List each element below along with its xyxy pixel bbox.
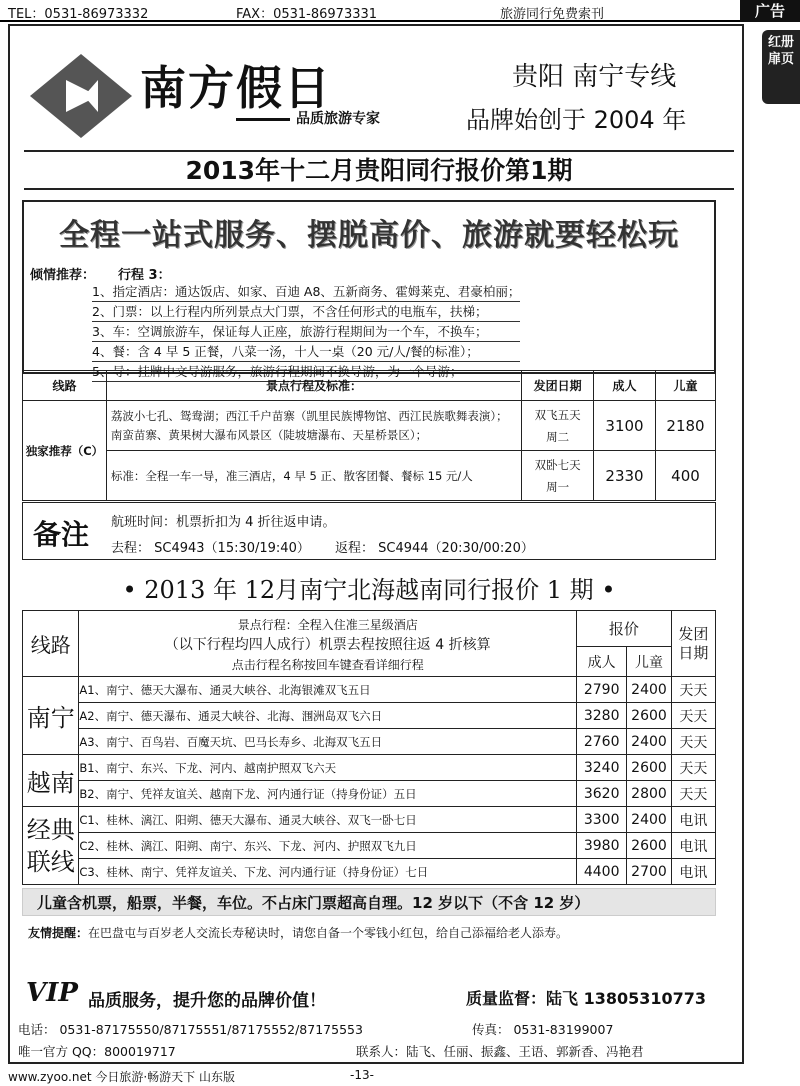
table-row [23,401,716,451]
depart-cell [522,451,594,501]
col-depart: 发团日期 [522,371,594,401]
table-row [23,807,716,833]
table-row [23,729,716,755]
guiyang-title: 2013年十二月贵阳同行报价第1期 [24,150,734,190]
contact-phone: 电话： 0531-87175550/87175551/87175552/87175553 [18,1022,363,1037]
flight-outbound: 去程： SC4943（15:30/19:40） [111,541,310,556]
child-price: 2400 [627,729,671,755]
side-tab-label: 红册扉页 [768,35,795,67]
table-row [23,833,716,859]
col-price: 报价 [576,611,671,647]
col-adult: 成人 [576,647,626,677]
vip-slogan: 品质服务，提升您的品牌价值！ [88,991,326,1011]
child-price: 2600 [627,833,671,859]
route-name[interactable]: A3、南宁、百鸟岩、百魔天坑、巴马长寿乡、北海双飞五日 [79,729,577,755]
plan-note: 5、导：挂牌中文导游服务，旅游行程期间不换导游，为一个导游； [92,362,520,382]
vip-logo: VIP [26,978,78,1008]
header-index: 旅游同行免费索刊 [500,7,605,22]
remark-label: 备注 [33,518,90,551]
depart: 电讯 [671,807,715,833]
col-adult: 成人 [594,371,656,401]
table-row [23,755,716,781]
table-row [23,859,716,885]
top-bar [0,0,800,22]
depart-weekday: 周二 [546,429,570,444]
plan-note: 2、门票：以上行程内所列景点大门票，不含任何形式的电瓶车，扶梯； [92,302,520,322]
table-header-row [23,611,716,647]
site-link[interactable]: www.zyoo.net 今日旅游·畅游天下 山东版 [8,1070,235,1084]
route-name[interactable]: B1、南宁、东兴、下龙、河内、越南护照双飞六天 [79,755,577,781]
info-line: 点击行程名称按回车键查看详细行程 [231,657,424,672]
table-row [23,677,716,703]
adult-price: 3100 [594,401,656,451]
header-tel: TEL：0531-86973332 [8,7,149,22]
col-route: 线路 [23,371,107,401]
table-row [23,781,716,807]
flight-return: 返程： SC4944（20:30/00:20） [335,541,534,556]
col-depart: 发团日期 [671,611,715,677]
route-name[interactable]: C3、桂林、南宁、凭祥友谊关、下龙、河内通行证（持身份证）七日 [79,859,577,885]
plan-label: 行程 3： [118,268,171,283]
info-line: 景点行程：全程入住准三星级酒店 [237,617,418,632]
nanning-title: • 2013 年 12月南宁北海越南同行报价 1 期 • [122,576,616,604]
region-vietnam: 越南 [23,755,79,807]
col-route: 线路 [23,611,79,677]
region-nanning: 南宁 [23,677,79,755]
route-desc[interactable]: 荔波小七孔、鸳鸯湖；西江千户苗寨（凯里民族博物馆、西江民族歌舞表演）；南蛮苗寨、黄果树大瀑布风景区（陡坡塘瀑布、天星桥景区）； [106,401,521,451]
route-name[interactable]: C1、桂林、漓江、阳朔、德天大瀑布、通灵大峡谷、双飞一卧七日 [79,807,577,833]
recommend-label: 倾情推荐： [30,268,96,283]
table-header-row [23,371,716,401]
adult-price: 4400 [576,859,626,885]
promo-headline: 全程一站式服务、摆脱高价、旅游就要轻松玩 [59,218,679,253]
contact-persons: 联系人：陆飞、任丽、振鑫、王语、郭新香、冯艳君 [356,1044,644,1059]
route-name: 独家推荐（C） [23,401,107,501]
child-price: 2700 [627,859,671,885]
table-row [23,451,716,501]
header-fax: FAX：0531-86973331 [236,7,378,22]
depart-days: 双卧七天 [534,457,581,472]
col-spots: 景点行程及标准： [106,371,521,401]
col-child: 儿童 [656,371,716,401]
depart: 天天 [671,781,715,807]
bottom-bar [0,1066,800,1086]
depart: 电讯 [671,833,715,859]
adult-price: 3240 [576,755,626,781]
friendly-tip [22,924,716,941]
page-number: -13- [350,1068,374,1082]
quality-supervisor: 质量监督：陆飞 13805310773 [466,989,707,1008]
col-child: 儿童 [627,647,671,677]
child-price: 2180 [656,401,716,451]
route-name[interactable]: B2、南宁、凭祥友谊关、越南下龙、河内通行证（持身份证）五日 [79,781,577,807]
depart: 天天 [671,755,715,781]
route-desc[interactable]: 标准：全程一车一导，准三酒店，4 早 5 正、散客团餐、餐标 15 元/人 [106,451,521,501]
brand-slogan: 品质旅游专家 [236,108,380,128]
remark-box [22,502,716,560]
plan-note: 1、指定酒店：通达饭店、如家、百迪 A8、五新商务、霍姆莱克、君豪柏丽； [92,282,520,302]
child-price: 2800 [627,781,671,807]
info-line: （以下行程均四人成行）机票去程按照往返 4 折核算 [164,636,491,653]
guiyang-price-table [22,370,716,501]
plan-note: 3、车：空调旅游车，保证每人正座，旅游行程期间为一个车，不换车； [92,322,520,342]
tip-label: 友情提醒： [28,926,89,940]
child-price: 2400 [627,677,671,703]
adult-price: 3620 [576,781,626,807]
ad-tag: 广告 [740,0,800,22]
nanning-price-table [22,610,716,885]
route-name[interactable]: C2、桂林、漓江、阳朔、南宁、东兴、下龙、河内、护照双飞九日 [79,833,577,859]
route-name[interactable]: A1、南宁、德天大瀑布、通灵大峡谷、北海银滩双飞五日 [79,677,577,703]
plan-notes [92,282,520,382]
region-classic: 经典联线 [23,807,79,885]
flight-note: 航班时间：机票折扣为 4 折往返申请。 [111,515,336,530]
col-info [79,611,577,677]
brand-since: 品牌始创于 2004 年 [466,106,687,134]
depart: 电讯 [671,859,715,885]
promo-box [22,200,716,379]
table-row [23,703,716,729]
child-price: 2600 [627,703,671,729]
adult-price: 3980 [576,833,626,859]
route-title: 贵阳 南宁专线 [512,62,677,92]
adult-price: 2790 [576,677,626,703]
brand-logo-icon [26,50,136,140]
adult-price: 2330 [594,451,656,501]
side-tab[interactable] [762,30,800,104]
adult-price: 2760 [576,729,626,755]
contact-fax: 传真： 0531-83199007 [472,1022,614,1037]
depart: 天天 [671,703,715,729]
contact-qq: 唯一官方 QQ：800019717 [18,1044,176,1059]
child-price: 2400 [627,807,671,833]
adult-price: 3280 [576,703,626,729]
child-price: 2600 [627,755,671,781]
plan-note: 4、餐：含 4 早 5 正餐，八菜一汤，十人一桌（20 元/人/餐的标准）； [92,342,520,362]
tip-text: 在巴盘屯与百岁老人交流长寿秘诀时，请您自备一个零钱小红包，给自己添福给老人添寿。 [88,926,569,940]
depart-days: 双飞五天 [534,407,581,422]
depart: 天天 [671,729,715,755]
adult-price: 3300 [576,807,626,833]
depart: 天天 [671,677,715,703]
route-name[interactable]: A2、南宁、德天瀑布、通灵大峡谷、北海、涠洲岛双飞六日 [79,703,577,729]
depart-cell [522,401,594,451]
kids-policy: 儿童含机票，船票，半餐，车位。不占床门票超高自理。12 岁以下（不含 12 岁） [22,888,716,916]
brand-name: 南方假日 [140,61,332,115]
child-price: 400 [656,451,716,501]
depart-weekday: 周一 [546,479,570,494]
